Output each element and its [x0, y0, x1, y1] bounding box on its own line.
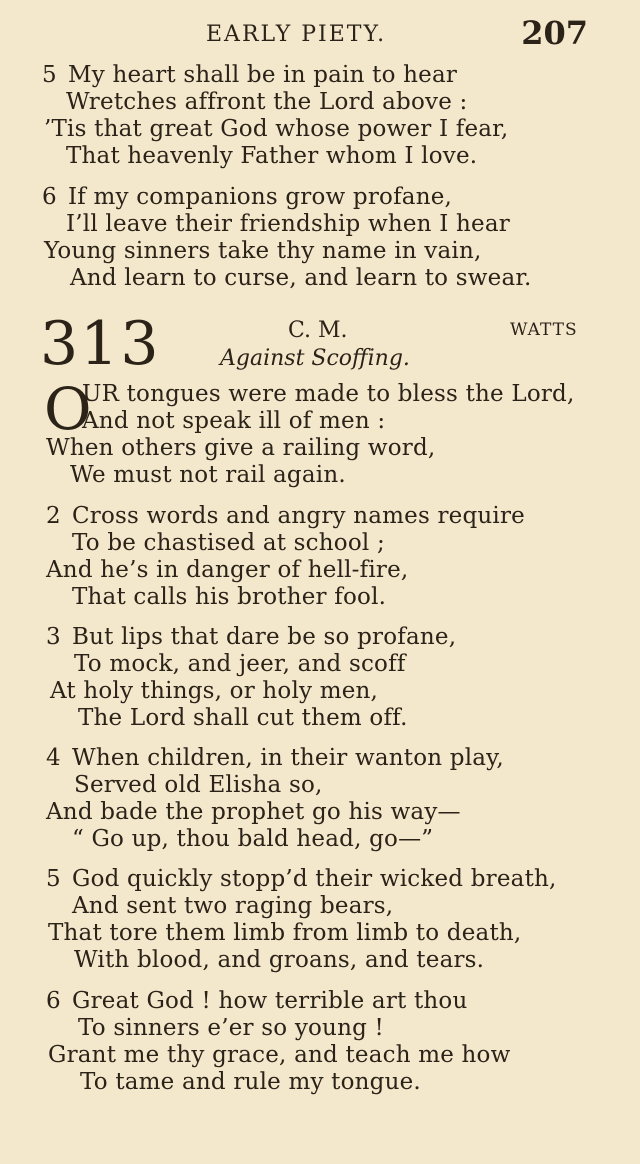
stanza-number: 6 [42, 184, 57, 210]
stanza-number: 2 [46, 503, 61, 529]
verse-line: That tore them limb from limb to death, [48, 920, 522, 946]
verse-line: UR tongues were made to bless the Lord, [82, 381, 575, 407]
hymn-number: 313 [40, 309, 161, 379]
drop-cap: O [44, 375, 92, 443]
verse-line: That calls his brother fool. [72, 584, 387, 610]
hymn-subtitle: Against Scoffing. [220, 346, 410, 371]
verse-line: And bade the prophet go his way— [46, 799, 461, 825]
verse-line: ’Tis that great God whose power I fear, [44, 116, 509, 142]
verse-line: 3 But lips that dare be so profane, [46, 624, 457, 650]
verse-line: And he’s in danger of hell-fire, [46, 557, 409, 583]
running-title: EARLY PIETY. [206, 22, 387, 47]
hymn-header [0, 309, 640, 386]
hymn-author: WATTS [510, 320, 578, 340]
verse-line: Served old Elisha so, [74, 772, 323, 798]
verse-line: We must not rail again. [70, 462, 346, 488]
running-head [0, 14, 640, 52]
verse-line: Wretches affront the Lord above : [66, 89, 468, 115]
verse-line: And not speak ill of men : [82, 408, 386, 434]
verse-line: 6 Great God ! how terrible art thou [46, 988, 468, 1014]
verse-line: At holy things, or holy men, [50, 678, 379, 704]
verse-line: Grant me thy grace, and teach me how [48, 1042, 511, 1068]
verse-line: 5 My heart shall be in pain to hear [42, 62, 458, 88]
verse-line: 4 When children, in their wanton play, [46, 745, 504, 771]
verse-line: I’ll leave their friendship when I hear [66, 211, 510, 237]
verse-line: The Lord shall cut them off. [78, 705, 408, 731]
verse-line: When others give a railing word, [46, 435, 436, 461]
verse-line: 6 If my companions grow profane, [42, 184, 453, 210]
verse-line: That heavenly Father whom I love. [66, 143, 478, 169]
verse-line: With blood, and groans, and tears. [74, 947, 485, 973]
page-number: 207 [521, 14, 588, 52]
stanza-number: 5 [46, 866, 61, 892]
stanza-number: 3 [46, 624, 61, 650]
verse-line: To sinners e’er so young ! [78, 1015, 384, 1041]
verse-line: 2 Cross words and angry names require [46, 503, 525, 529]
verse-line: To tame and rule my tongue. [80, 1069, 421, 1095]
verse-line: And sent two raging bears, [72, 893, 394, 919]
verse-line: Young sinners take thy name in vain, [44, 238, 482, 264]
verse-line: To mock, and jeer, and scoff [74, 651, 406, 677]
verse-line: 5 God quickly stopp’d their wicked breath, [46, 866, 557, 892]
stanza-number: 4 [46, 745, 61, 771]
hymn-meter: C. M. [288, 318, 348, 343]
stanza-number: 5 [42, 62, 57, 88]
stanza-number: 6 [46, 988, 61, 1014]
verse-line: And learn to curse, and learn to swear. [70, 265, 532, 291]
verse-line: “ Go up, thou bald head, go—” [72, 826, 434, 852]
verse-line: To be chastised at school ; [72, 530, 385, 556]
